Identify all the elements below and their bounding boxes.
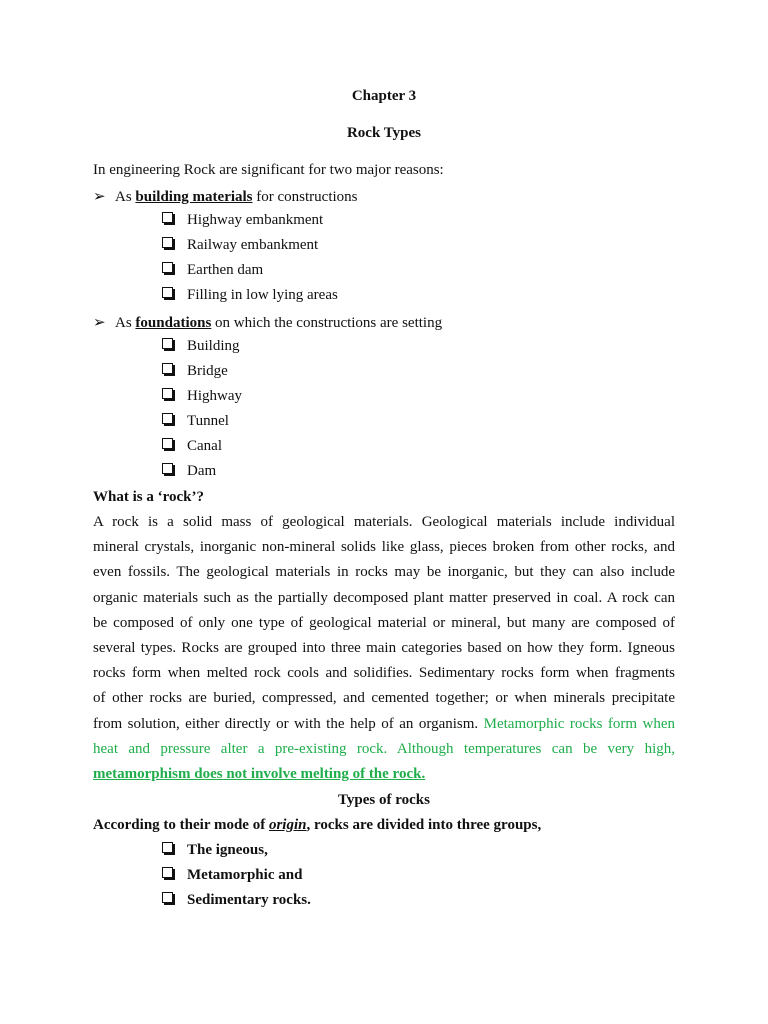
list-item: Earthen dam bbox=[162, 262, 263, 279]
checkbox-bullet-icon bbox=[162, 413, 173, 424]
arrow-bullet-icon: ➢ bbox=[93, 315, 106, 331]
arrow-bullet-icon: ➢ bbox=[93, 189, 106, 205]
checkbox-bullet-icon bbox=[162, 867, 173, 878]
list-item: Building bbox=[162, 338, 240, 355]
metamorphic-highlight: Metamorphic rocks form when bbox=[483, 715, 675, 732]
checkbox-bullet-icon bbox=[162, 287, 173, 298]
rock-definition-paragraph bbox=[93, 510, 675, 787]
paragraph-line-mixed: from solution, either directly or with the help of an organism. Metamorphic rocks form when bbox=[93, 715, 675, 732]
list-item: The igneous, bbox=[162, 842, 268, 859]
list-item: Sedimentary rocks. bbox=[162, 892, 311, 909]
list-item: Bridge bbox=[162, 363, 228, 380]
question-heading: What is a ‘rock’? bbox=[93, 489, 204, 505]
checkbox-bullet-icon bbox=[162, 262, 173, 273]
checkbox-bullet-icon bbox=[162, 237, 173, 248]
list-item: Railway embankment bbox=[162, 237, 318, 254]
types-heading: Types of rocks bbox=[338, 792, 430, 808]
checkbox-bullet-icon bbox=[162, 212, 173, 223]
paragraph-line: several types. Rocks are grouped into three main categories based on how they form. Igneous bbox=[93, 639, 675, 656]
paragraph-line: rocks form when melted rock cools and solidifies. Sedimentary rocks form when fragments bbox=[93, 665, 675, 682]
paragraph-line-green: heat and pressure alter a pre-existing rock. Although temperatures can be very high, bbox=[93, 740, 675, 757]
building-materials-term: building materials bbox=[135, 189, 253, 205]
list-item: Tunnel bbox=[162, 413, 229, 430]
list-item: Metamorphic and bbox=[162, 867, 302, 884]
paragraph-line: be composed of only one type of geological material or mineral, but many are composed of bbox=[93, 614, 675, 631]
list-item: Highway embankment bbox=[162, 212, 323, 229]
list-item: Dam bbox=[162, 463, 216, 480]
checkbox-bullet-icon bbox=[162, 363, 173, 374]
paragraph-line: organic materials such as the partially decomposed plant matter preserved in coal. A rock can bbox=[93, 589, 675, 606]
chapter-heading: Chapter 3 bbox=[351, 88, 417, 104]
checkbox-bullet-icon bbox=[162, 338, 173, 349]
list-item: Highway bbox=[162, 388, 242, 405]
paragraph-line: A rock is a solid mass of geological materials. Geological materials include individual bbox=[93, 514, 675, 530]
paragraph-line: mineral crystals, inorganic non-mineral solids like glass, pieces broken from other rocks, and bbox=[93, 539, 675, 556]
origin-term: origin bbox=[268, 817, 307, 833]
foundations-term: foundations bbox=[135, 315, 212, 331]
reason-building-materials: ➢ As building materials for constructions bbox=[93, 189, 358, 205]
checkbox-bullet-icon bbox=[162, 388, 173, 399]
paragraph-line-green-bold bbox=[93, 762, 675, 787]
checkbox-bullet-icon bbox=[162, 438, 173, 449]
checkbox-bullet-icon bbox=[162, 892, 173, 903]
paragraph-line: of other rocks are buried, compressed, and cemented together; or when minerals precipitate bbox=[93, 690, 675, 707]
classification-sentence: According to their mode of origin, rocks are divided into three groups, bbox=[93, 817, 542, 833]
checkbox-bullet-icon bbox=[162, 842, 173, 853]
checkbox-bullet-icon bbox=[162, 463, 173, 474]
list-item: Canal bbox=[162, 438, 222, 455]
metamorphism-note: metamorphism does not involve melting of the rock. bbox=[93, 765, 426, 782]
list-item: Filling in low lying areas bbox=[162, 287, 338, 304]
paragraph-line: even fossils. The geological materials in rocks may be inorganic, but they can also include bbox=[93, 564, 675, 581]
page-title: Rock Types bbox=[346, 125, 422, 141]
intro-text: In engineering Rock are significant for two major reasons: bbox=[93, 162, 444, 178]
reason-foundations: ➢ As foundations on which the constructions are setting bbox=[93, 315, 443, 331]
